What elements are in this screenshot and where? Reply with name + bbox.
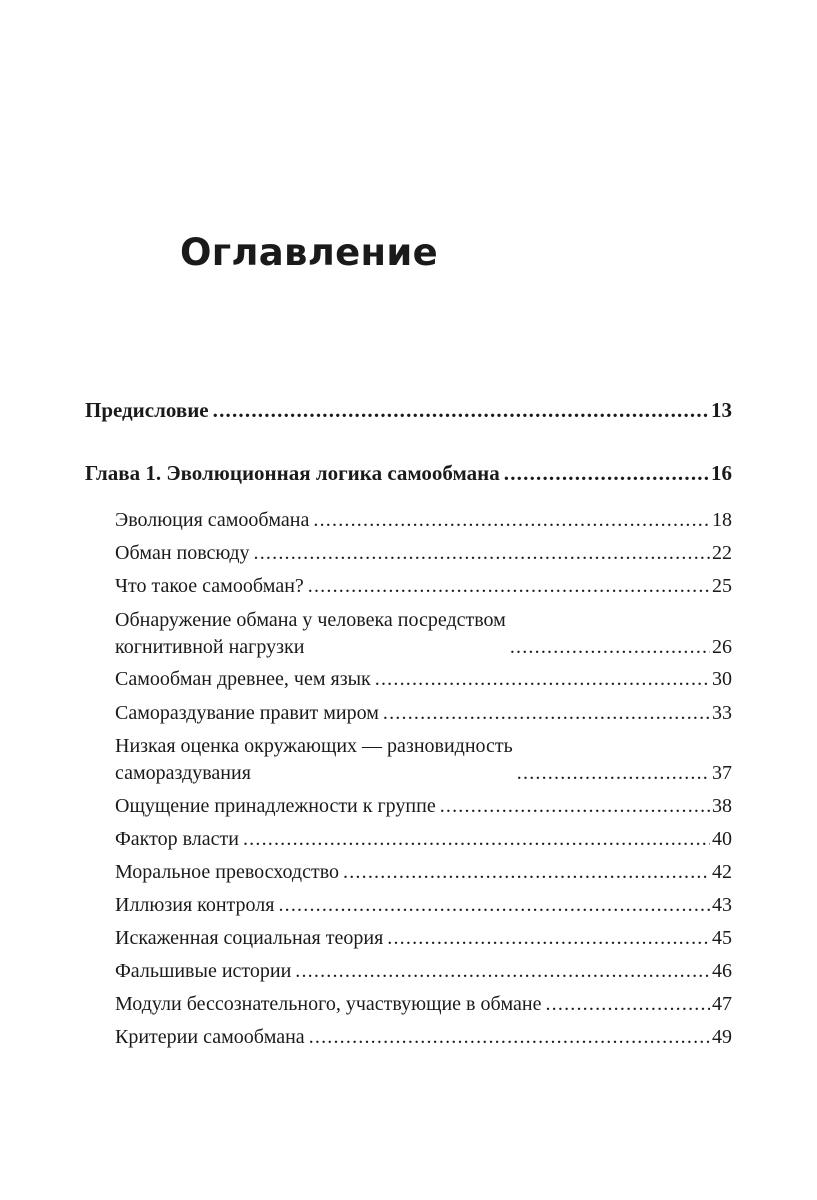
dot-leader — [254, 540, 710, 567]
toc-entry-label: Ощущение принадлежности к группе — [115, 795, 436, 817]
toc-entry-label — [115, 733, 513, 787]
dot-leader — [387, 925, 710, 952]
toc-entry-label: Модули бессознательного, участвующие в обмане — [115, 993, 542, 1015]
toc-entry[interactable] — [115, 700, 732, 727]
toc-page-number: 22 — [712, 542, 732, 564]
toc-page-number: 45 — [712, 927, 732, 949]
toc-entry[interactable] — [115, 1024, 732, 1051]
dot-leader — [243, 826, 710, 853]
toc-entry[interactable] — [115, 733, 732, 787]
toc-entry-line: Обнаружение обмана у человека посредством — [115, 609, 506, 631]
dot-leader — [383, 700, 710, 727]
toc-entry-label: Критерии самообмана — [115, 1026, 305, 1048]
dot-leader — [504, 460, 709, 487]
toc-page-number: 42 — [712, 861, 732, 883]
toc-entry-line: самораздувания — [115, 762, 251, 784]
toc-entry-label — [115, 607, 506, 661]
toc-entry-label: Фактор власти — [115, 828, 239, 850]
toc-entry[interactable] — [115, 507, 732, 534]
toc-entry-line: Низкая оценка окружающих — разновидность — [115, 735, 513, 757]
toc-page-number: 49 — [712, 1026, 732, 1048]
toc-section-preface[interactable] — [85, 397, 732, 424]
toc-page-number: 43 — [712, 894, 732, 916]
toc-page-number: 33 — [712, 702, 732, 724]
toc-entry[interactable] — [115, 859, 732, 886]
dot-leader — [278, 892, 710, 919]
dot-leader — [510, 634, 710, 661]
toc-page-number: 47 — [712, 993, 732, 1015]
dot-leader — [313, 507, 710, 534]
toc-entry-label: Фальшивые истории — [115, 960, 292, 982]
dot-leader — [309, 1024, 710, 1051]
toc-entry[interactable] — [115, 540, 732, 567]
toc-entry[interactable] — [115, 826, 732, 853]
toc-section-chapter-1[interactable] — [85, 460, 732, 487]
toc-page-number: 38 — [712, 795, 732, 817]
dot-leader — [343, 859, 710, 886]
toc-entry[interactable] — [115, 958, 732, 985]
dot-leader — [295, 958, 710, 985]
toc-entry-label: Эволюция самообмана — [115, 509, 310, 531]
toc-page-number: 37 — [712, 762, 732, 784]
toc-entry-label: Обман повсюду — [115, 542, 250, 564]
toc-page-number: 30 — [712, 668, 732, 690]
toc-page-number: 13 — [711, 398, 732, 422]
dot-leader — [375, 666, 710, 693]
toc-entry-label: Что такое самообман? — [115, 575, 304, 597]
toc-entry[interactable] — [115, 607, 732, 661]
toc-entry-label: Искаженная социальная теория — [115, 927, 384, 949]
toc-page-number: 16 — [711, 461, 732, 485]
toc-entry[interactable] — [115, 573, 732, 600]
toc-page-number: 46 — [712, 960, 732, 982]
dot-leader — [545, 991, 710, 1018]
toc-page-number: 18 — [712, 509, 732, 531]
toc-page-number: 25 — [712, 575, 732, 597]
toc-entry[interactable] — [115, 892, 732, 919]
toc-entry[interactable] — [115, 991, 732, 1018]
toc-entry-label: Самораздувание правит миром — [115, 702, 379, 724]
dot-leader — [308, 573, 710, 600]
dot-leader — [517, 760, 710, 787]
page-title: Оглавление — [180, 231, 439, 274]
toc-entry[interactable] — [115, 793, 732, 820]
toc-entry[interactable] — [115, 925, 732, 952]
toc-entry-label: Иллюзия контроля — [115, 894, 275, 916]
dot-leader — [213, 397, 709, 424]
toc-section-label: Предисловие — [85, 398, 209, 422]
toc-section-label: Глава 1. Эволюционная логика самообмана — [85, 461, 500, 485]
toc-entry[interactable] — [115, 666, 732, 693]
dot-leader — [440, 793, 710, 820]
toc-entry-line: когнитивной нагрузки — [115, 636, 305, 658]
toc-page-number: 40 — [712, 828, 732, 850]
toc-entry-label: Моральное превосходство — [115, 861, 340, 883]
toc-entry-label: Самообман древнее, чем язык — [115, 668, 371, 690]
toc-page-number: 26 — [712, 636, 732, 658]
